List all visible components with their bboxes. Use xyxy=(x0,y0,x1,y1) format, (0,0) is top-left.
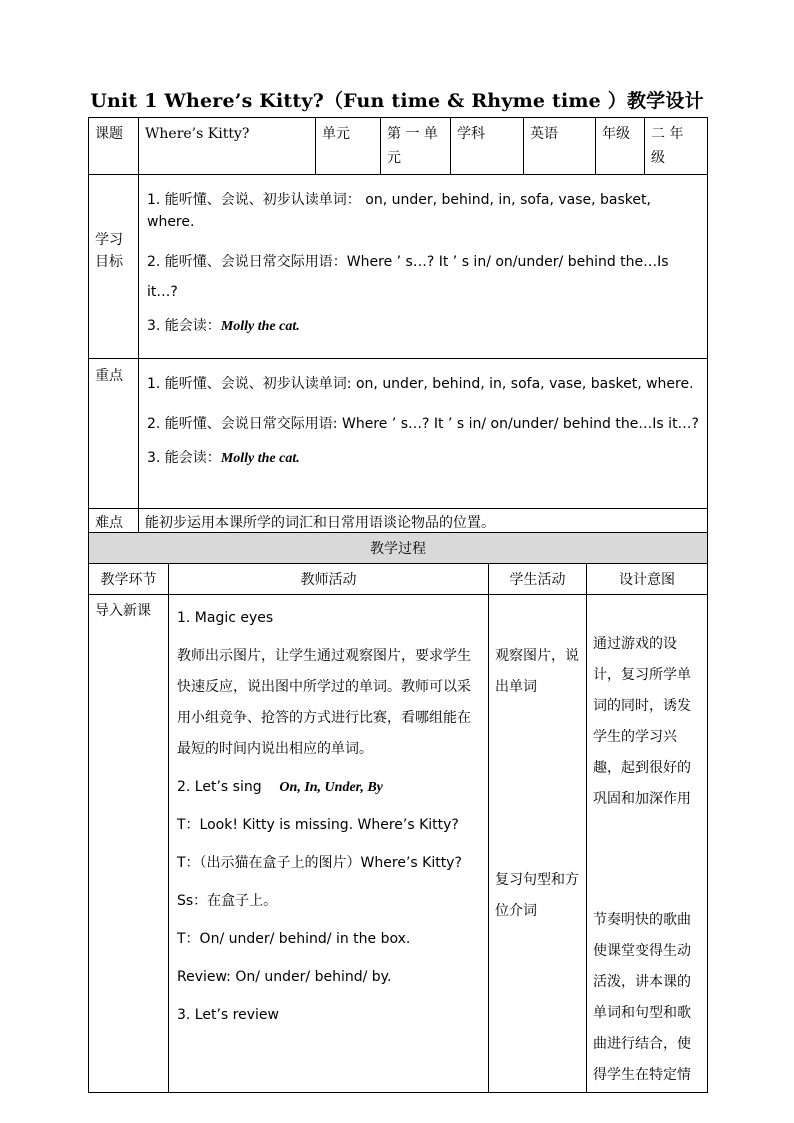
key-points-line-3 xyxy=(147,447,699,470)
goals-line-1: 1. 能听懂、会说、初步认读单词： on, under, behind, in, sofa, vase, basket, where. xyxy=(147,192,651,230)
grade-value: 二 年 级 xyxy=(645,118,708,175)
key-points-content xyxy=(139,359,708,509)
subject-label: 学科 xyxy=(451,118,524,175)
key-points-line-3-prefix: 3. 能会读： xyxy=(147,450,221,466)
col-stage: 教学环节 xyxy=(89,564,169,595)
teacher-line-3: T：On/ under/ behind/ in the box. xyxy=(177,931,411,947)
key-points-line-1: 1. 能听懂、会说、初步认读单词: on, under, behind, in, sofa, vase, basket, where. xyxy=(147,376,694,392)
col-design: 设计意图 xyxy=(587,564,708,595)
students-line: Ss：在盒子上。 xyxy=(177,893,278,909)
topic-value: Where’s Kitty? xyxy=(139,118,316,175)
teaching-process-table xyxy=(88,532,708,1093)
process-header: 教学过程 xyxy=(89,533,708,564)
grade-label: 年级 xyxy=(596,118,645,175)
goals-line-2: 2. 能听懂、会说日常交际用语：Where ’ s…? It ’ s in/ on/under/ behind the…Is it…? xyxy=(147,254,669,300)
stage-label: 导入新课 xyxy=(89,595,169,1093)
teacher-activity xyxy=(169,595,489,1093)
teacher-line-1: T：Look! Kitty is missing. Where’s Kitty? xyxy=(177,817,459,833)
design-intent-2: 节奏明快的歌曲使课堂变得生动活泼，讲本课的单词和句型和歌曲进行结合，使得学生在特定情 xyxy=(593,912,691,1083)
goals-line-3 xyxy=(147,315,699,338)
student-activity-1: 观察图片，说出单词 xyxy=(495,648,579,695)
teacher-item-2 xyxy=(177,772,480,803)
teacher-item-2-prefix: 2. Let’s sing xyxy=(177,779,262,795)
teacher-item-1-desc: 教师出示图片，让学生通过观察图片，要求学生快速反应，说出图中所学过的单词。教师可以采用小组竞争、抢答的方式进行比赛，看哪组能在最短的时间内说出相应的单词。 xyxy=(177,648,471,757)
goals-line-3-prefix: 3. 能会读： xyxy=(147,318,221,334)
unit-label: 单元 xyxy=(316,118,381,175)
goals-label: 学习目标 xyxy=(89,175,139,359)
song-title: On, In, Under, By xyxy=(279,780,383,795)
goals-content xyxy=(139,175,708,359)
col-teacher: 教师活动 xyxy=(169,564,489,595)
key-points-label: 重点 xyxy=(89,359,139,509)
topic-label: 课题 xyxy=(89,118,139,175)
col-student: 学生活动 xyxy=(489,564,587,595)
subject-value: 英语 xyxy=(524,118,596,175)
student-activity xyxy=(489,595,587,1093)
difficulty-label: 难点 xyxy=(89,509,139,538)
student-activity-2: 复习句型和方位介词 xyxy=(495,872,579,919)
key-points-line-3-em: Molly the cat. xyxy=(220,451,300,466)
design-intent-1: 通过游戏的设计，复习所学单词的同时，诱发学生的学习兴趣，起到很好的巩固和加深作用 xyxy=(593,636,691,807)
key-points-line-2: 2. 能听懂、会说日常交际用语: Where ’ s…? It ’ s in/ on/under/ behind the…Is it…? xyxy=(147,416,699,432)
goals-line-3-em: Molly the cat. xyxy=(220,319,300,334)
teacher-line-2: T：（出示猫在盒子上的图片）Where’s Kitty? xyxy=(177,855,462,871)
teacher-item-1: 1. Magic eyes xyxy=(177,610,274,626)
review-line: Review: On/ under/ behind/ by. xyxy=(177,969,392,985)
document-title: Unit 1 Where’s Kitty?（Fun time & Rhyme time ）教学设计 xyxy=(90,90,704,112)
lesson-info-table xyxy=(88,117,708,538)
design-intent xyxy=(587,595,708,1093)
unit-value: 第 一 单 元 xyxy=(381,118,451,175)
difficulty-text: 能初步运用本课所学的词汇和日常用语谈论物品的位置。 xyxy=(139,509,708,538)
teacher-item-3: 3. Let’s review xyxy=(177,1007,279,1023)
